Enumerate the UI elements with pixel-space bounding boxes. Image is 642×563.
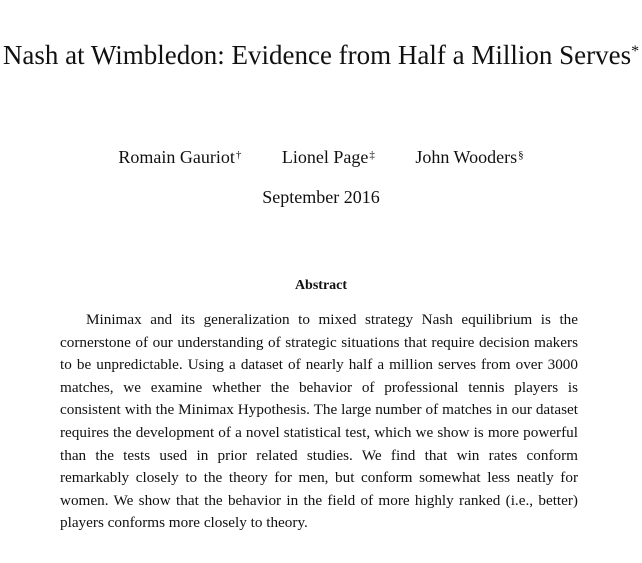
author-list bbox=[0, 144, 642, 170]
author-footnote-mark: § bbox=[518, 149, 524, 161]
abstract-heading: Abstract bbox=[294, 278, 348, 293]
author-footnote-mark: ‡ bbox=[369, 149, 375, 161]
paper-title bbox=[0, 32, 642, 78]
publication-date: September 2016 bbox=[262, 187, 380, 207]
author bbox=[415, 144, 523, 170]
paper-title-text: Nash at Wimbledon: Evidence from Half a Million Serves bbox=[2, 40, 632, 70]
author bbox=[282, 144, 375, 170]
author-name: John Wooders bbox=[415, 147, 518, 167]
author-name: Lionel Page bbox=[281, 147, 369, 167]
author-name: Romain Gauriot bbox=[118, 147, 235, 167]
author bbox=[118, 144, 241, 170]
abstract-body: Minimax and its generalization to mixed strategy Nash equilibrium is the cornerstone of our understanding of strategic situations that require decision makers to be unpredictable. Using a dataset of nearly half a million serves from over 3000 matches, we examine whether the behavior of professional tennis players is consistent with the Minimax Hypothesis. The large number of matches in our dataset requires the development of a novel statistical test, which we show is more powerful than the tests used in prior related studies. We find that win rates conform remarkably closely to the theory for men, but conform somewhat less neatly for women. We show that the behavior in the field of more highly ranked (i.e., better) players conforms more closely to theory. bbox=[60, 311, 578, 532]
author-footnote-mark: † bbox=[235, 149, 242, 161]
title-footnote-mark: * bbox=[631, 43, 640, 60]
